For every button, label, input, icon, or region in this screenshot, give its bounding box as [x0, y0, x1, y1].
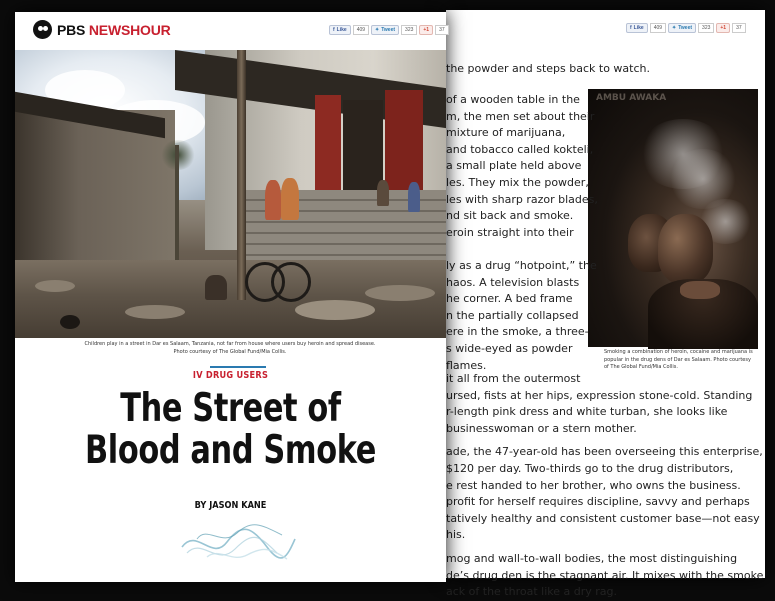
body-text-line: ly as a drug “hotpoint,” the — [446, 259, 597, 272]
body-text-line: les with sharp razor blades, — [446, 192, 598, 206]
child — [408, 182, 420, 212]
body-text-line: his. — [446, 528, 466, 542]
body-text-line: ursed, fists at her hips, expression stone-cold. Standing — [446, 388, 753, 402]
right-page-header — [446, 10, 765, 46]
body-text-line: ere in the smoke, a three- — [446, 325, 589, 339]
body-text-line: flames. — [446, 358, 487, 372]
pbs-newshour-logo[interactable]: PBS NEWSHOUR — [33, 20, 171, 39]
chicken — [60, 315, 80, 329]
photo-caption: Children play in a street in Dar es Salaam, Tanzania, not far from house where users buy heroin and spread disease. Photo courtesy of The Global Fund/Mia Collis. — [84, 341, 376, 355]
left-page-header — [15, 12, 446, 48]
body-text-line: $120 per day. Two-thirds go to the drug distributors, — [446, 462, 734, 475]
like-count: 409 — [353, 25, 369, 35]
street-photo — [15, 50, 446, 338]
body-text-line: haos. A television blasts — [446, 275, 580, 289]
body-text-line: of a wooden table in the — [446, 93, 580, 106]
body-text-line: les. They mix the powder, — [446, 176, 589, 189]
kicker: IV DRUG USERS — [192, 370, 269, 381]
plusone-button[interactable]: +1 — [419, 25, 433, 35]
pbs-head-icon — [33, 20, 52, 39]
facebook-icon: f — [630, 25, 632, 31]
dark-doorway — [343, 100, 383, 190]
body-text-line: r-length pink dress and white turban, she looks like — [446, 405, 728, 419]
right-page — [446, 10, 765, 599]
body-text-line: m, the men set about their — [446, 109, 595, 123]
body-text-line: n the partially collapsed — [446, 308, 579, 322]
twitter-bird-icon: ✦ — [375, 27, 380, 33]
body-text-line: mixture of marijuana, — [446, 126, 566, 140]
body-text-line: e rest handed to her brother, who owns the business. — [446, 478, 741, 492]
body-text-line: mog and wall-to-wall bodies, the most distinguishing — [446, 552, 738, 565]
like-button[interactable]: f Like — [329, 25, 351, 35]
photo-caption-right: Smoking a combination of heroin, cocaine and marijuana is popular in the drug dens of Dar es Salaam. Photo courtesy of The Global Fund/Mia Collis. — [604, 349, 753, 370]
facebook-icon: f — [333, 27, 335, 33]
rock — [295, 300, 375, 320]
rock — [35, 280, 75, 292]
body-text-line: and tobacco called kokteli, — [446, 142, 594, 156]
left-page — [15, 12, 446, 582]
palm-trunk — [175, 145, 179, 265]
smoke-illustration-icon — [177, 517, 297, 567]
body-text-line: ack of the throat like a dry rag. — [446, 585, 617, 599]
headline: The Street of Blood and Smoke — [84, 386, 377, 473]
twitter-bird-icon: ✦ — [672, 25, 677, 31]
right-plusone-button[interactable]: +1 — [716, 23, 730, 33]
byline: BY JASON KANE — [194, 500, 267, 511]
body-text-line: ade, the 47-year-old has been overseeing this enterprise, — [446, 445, 763, 459]
rock — [365, 285, 435, 301]
tweet-button[interactable]: ✦ Tweet — [371, 25, 399, 35]
child — [265, 180, 281, 220]
body-text-line: the powder and steps back to watch. — [446, 62, 650, 75]
right-like-count: 409 — [650, 23, 666, 33]
body-text-line: de’s drug den is the stagnant air. It mixes with the smoke — [446, 568, 764, 582]
body-text-line: s wide-eyed as powder — [446, 342, 573, 355]
right-tweet-count: 323 — [698, 23, 714, 33]
right-social-bar — [626, 23, 746, 33]
child — [205, 275, 227, 300]
body-text-line: tatively healthy and consistent customer base—not easy — [446, 511, 760, 525]
red-door — [315, 95, 341, 190]
body-text-line: a small plate held above — [446, 159, 582, 173]
body-text-line: profit for herself requires discipline, savvy and perhaps — [446, 495, 750, 509]
wall-text: AMBU AWAKA — [596, 93, 667, 103]
body-text-line: nd sit back and smoke. — [446, 209, 574, 223]
right-plusone-count: 37 — [732, 23, 746, 33]
right-tweet-button[interactable]: ✦ Tweet — [668, 23, 696, 33]
right-like-button[interactable]: f Like — [626, 23, 648, 33]
body-text-line: he corner. A bed frame — [446, 292, 573, 306]
child — [281, 178, 299, 220]
kicker-rule — [210, 366, 266, 368]
body-text-line: eroin straight into their — [446, 225, 574, 239]
man-face — [658, 214, 713, 284]
tweet-count: 323 — [401, 25, 417, 35]
social-bar — [329, 25, 449, 35]
bicycle — [245, 250, 305, 300]
smoking-photo — [588, 89, 758, 347]
body-text-line: businesswoman or a stern mother. — [446, 421, 637, 435]
hand — [680, 281, 720, 299]
child — [377, 180, 389, 206]
plusone-count: 37 — [435, 25, 449, 35]
rock — [125, 305, 185, 319]
body-text-line: it all from the outermost — [446, 372, 581, 385]
